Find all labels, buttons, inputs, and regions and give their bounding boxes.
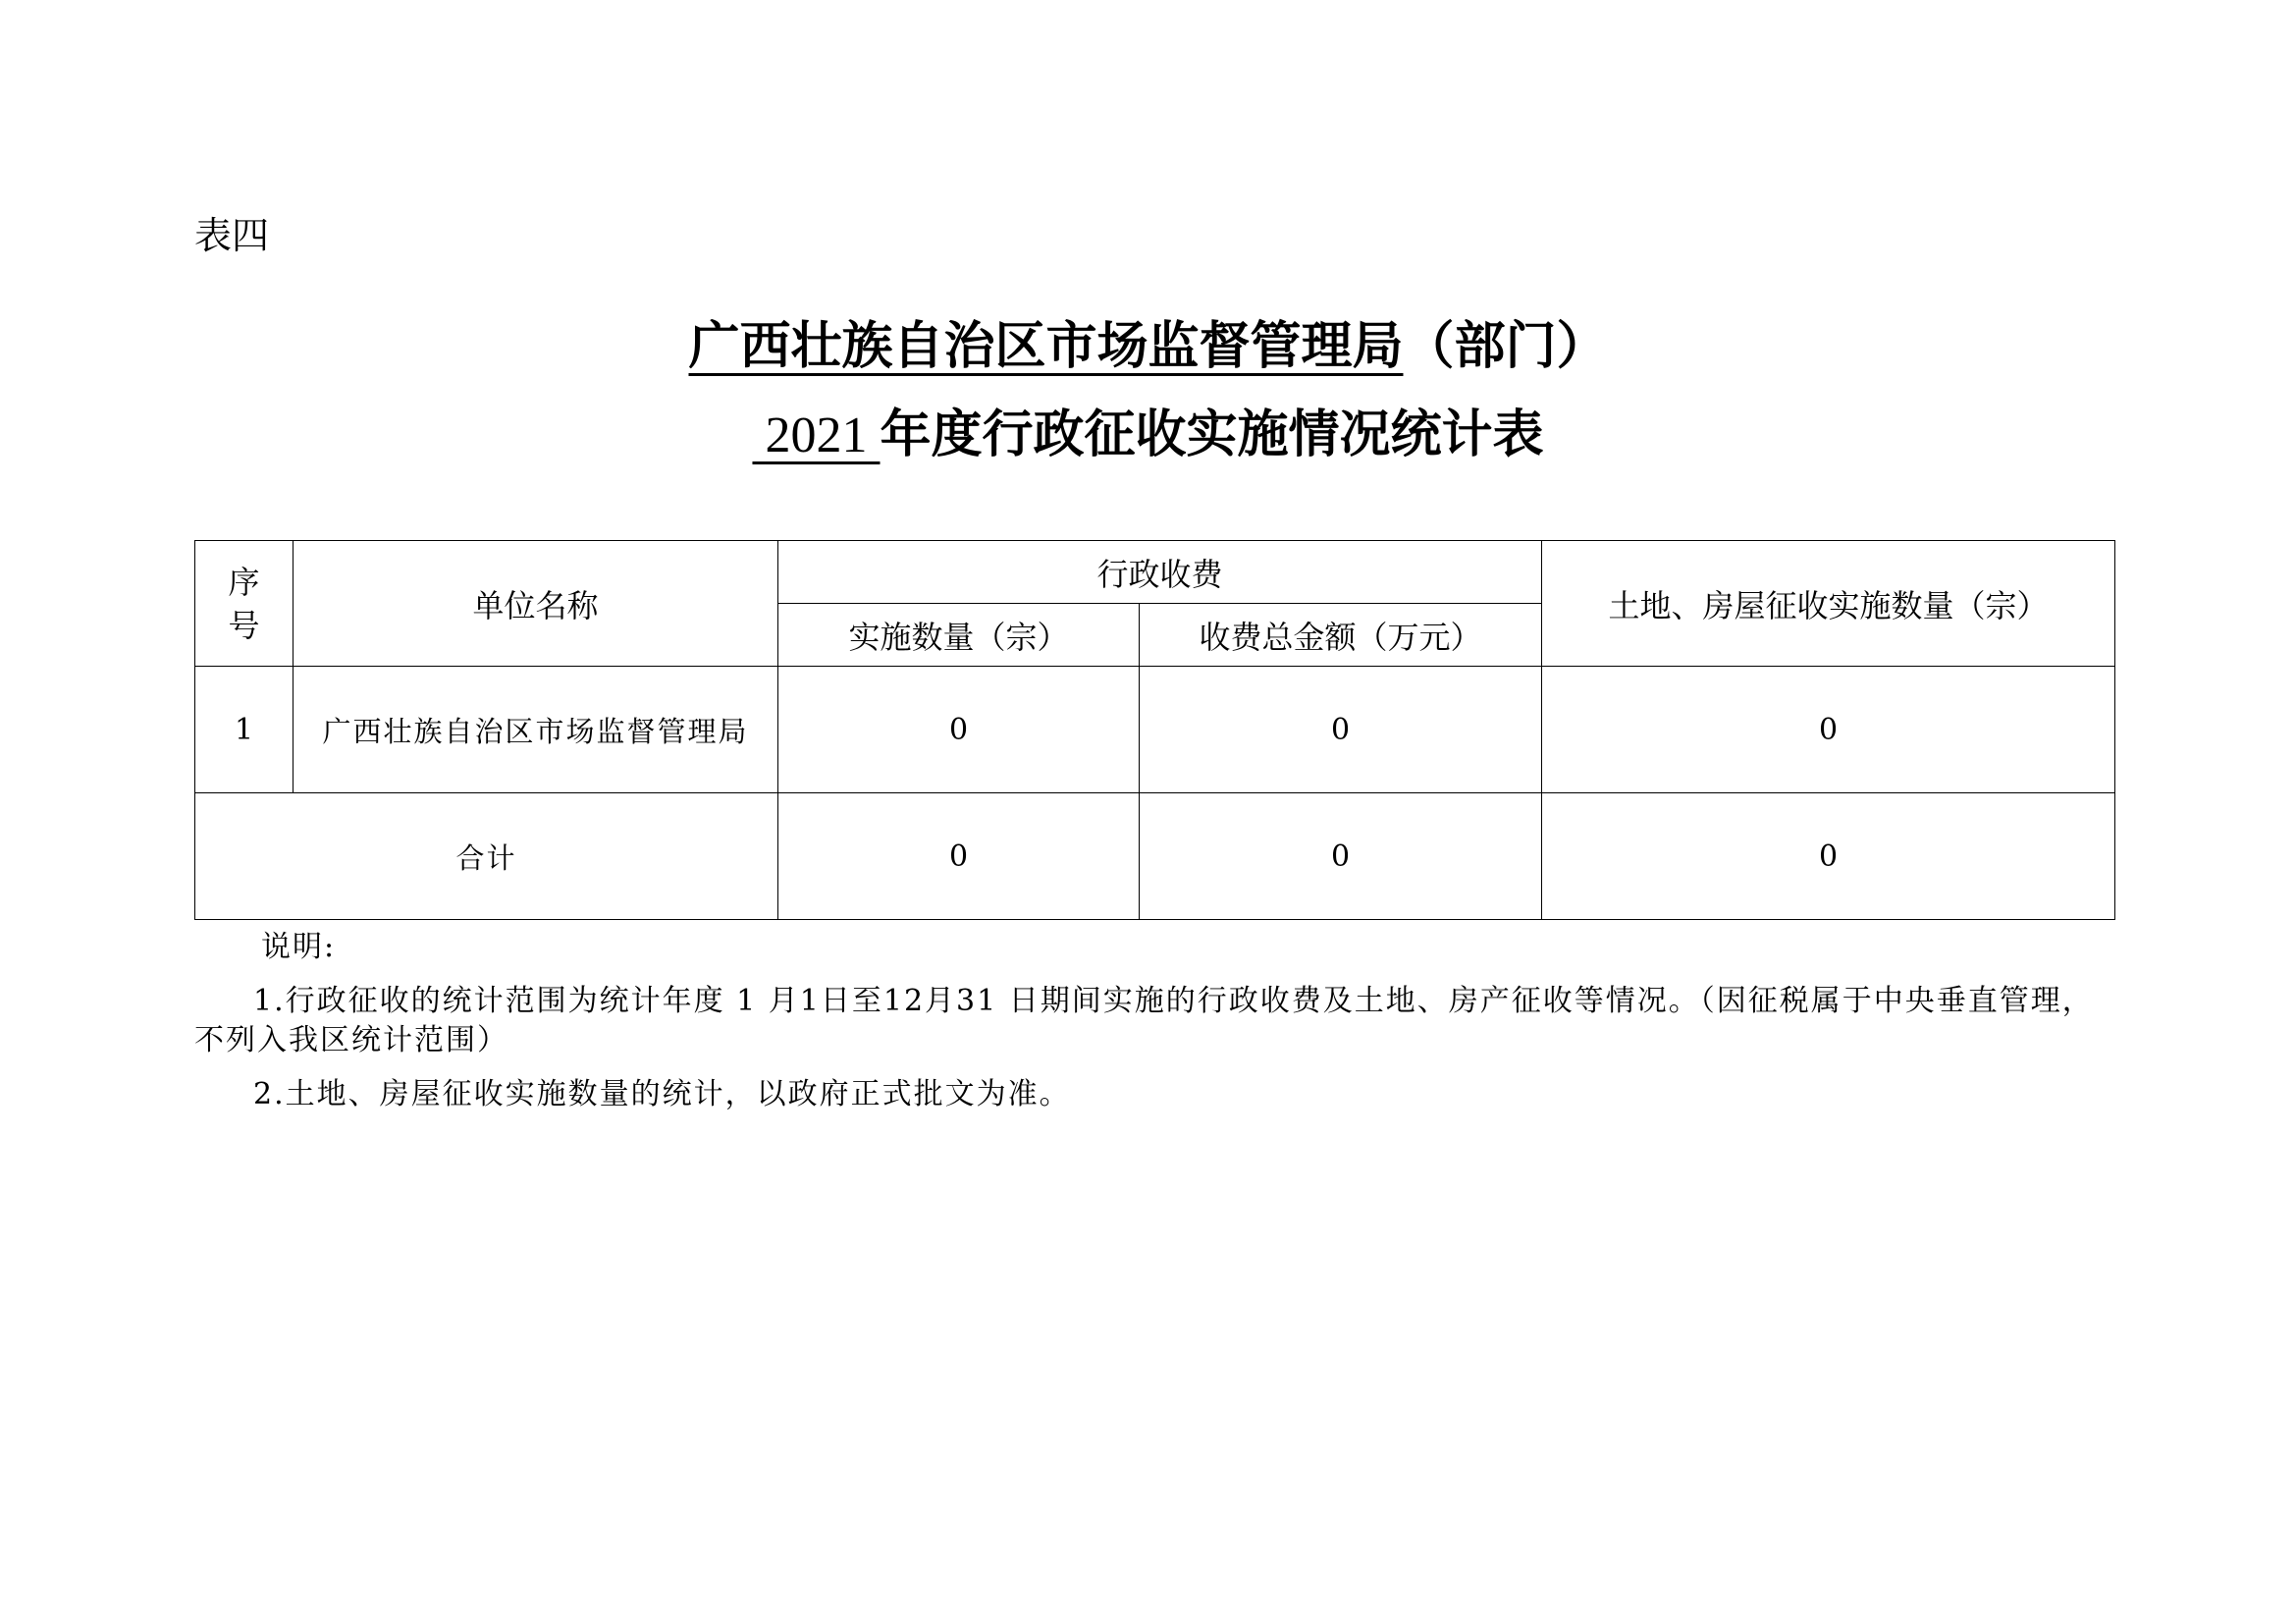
- header-seq: 序号: [195, 541, 294, 667]
- row-seq: 1: [195, 667, 294, 793]
- header-unit-name: 单位名称: [294, 541, 778, 667]
- header-land-count: 土地、房屋征收实施数量（宗）: [1542, 541, 2115, 667]
- table-label: 表四: [194, 214, 270, 257]
- notes-section: [194, 928, 2114, 1129]
- title-department-name: 广西壮族自治区市场监督管理局: [688, 317, 1404, 376]
- note-item-1: 1.行政征收的统计范围为统计年度 1 月1日至12月31 日期间实施的行政收费及土地、房产征收等情况。（因征税属于中央垂直管理，不列入我区统计范围）: [194, 984, 2094, 1057]
- title-year: 2021: [765, 407, 868, 463]
- table-total-row: [195, 793, 2115, 920]
- header-impl-count: 实施数量（宗）: [778, 604, 1140, 667]
- total-fee-total: 0: [1140, 793, 1542, 920]
- page-title-line2: [0, 401, 2296, 470]
- title-department-suffix: （部门）: [1403, 317, 1608, 376]
- statistics-table: [194, 540, 2115, 920]
- table-header-row: [195, 541, 2115, 604]
- row-land-count: 0: [1542, 667, 2115, 793]
- row-unit-name: 广西壮族自治区市场监督管理局: [294, 667, 778, 793]
- notes-heading: 说明:: [261, 930, 337, 964]
- note-item-2: 2.土地、房屋征收实施数量的统计，以政府正式批文为准。: [253, 1077, 1071, 1111]
- header-admin-fee: 行政收费: [778, 541, 1542, 604]
- row-fee-total: 0: [1140, 667, 1542, 793]
- page-title-line1: [0, 312, 2296, 381]
- title-report-name: 年度行政征收实施情况统计表: [880, 406, 1544, 464]
- total-impl-count: 0: [778, 793, 1140, 920]
- header-fee-total: 收费总金额（万元）: [1140, 604, 1542, 667]
- row-impl-count: 0: [778, 667, 1140, 793]
- total-land-count: 0: [1542, 793, 2115, 920]
- table-row: [195, 667, 2115, 793]
- total-label: 合计: [195, 793, 778, 920]
